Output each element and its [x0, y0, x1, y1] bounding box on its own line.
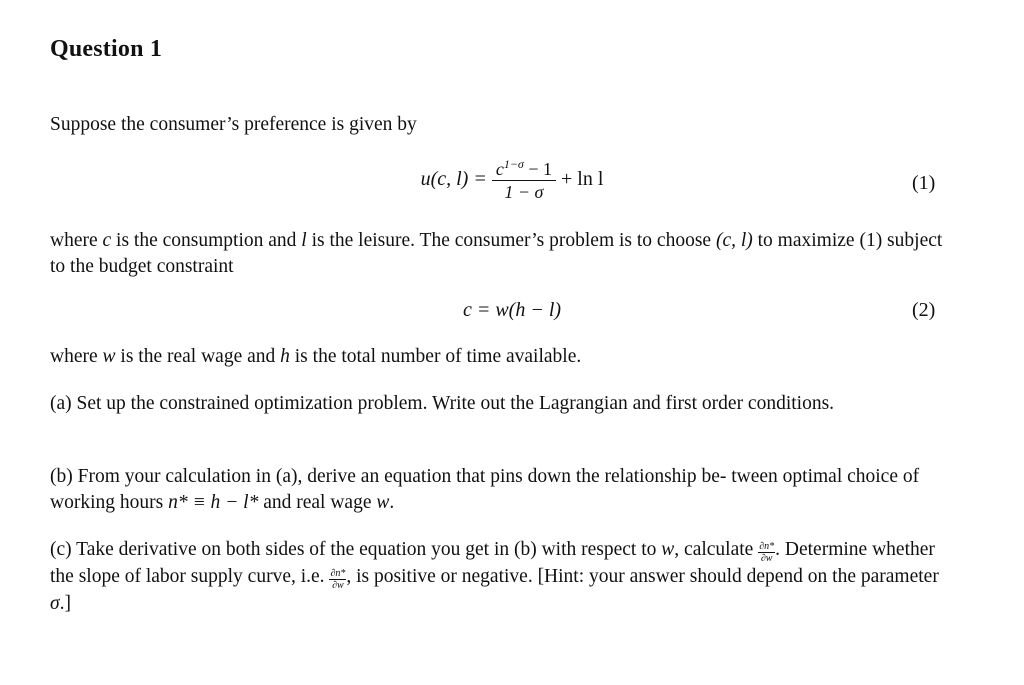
p2-text-1: where: [50, 230, 103, 251]
p3-text-1: where: [50, 346, 103, 367]
intro-paragraph: Suppose the consumer’s preference is given by: [50, 114, 417, 135]
pc-deriv-2-den: ∂w: [332, 580, 344, 591]
pc-text-4: , is positive or negative. [Hint: your answer should depend on the parameter: [346, 566, 939, 587]
p3-text-2: is the real wage and: [115, 346, 281, 367]
question-title: Question 1: [50, 36, 163, 62]
pc-deriv-1-den: ∂w: [760, 553, 773, 564]
part-c: [50, 537, 950, 617]
pc-deriv-1-num: ∂n*: [759, 541, 775, 552]
eq1-lhs: u(c, l) =: [420, 168, 487, 191]
pc-text-1: (c) Take derivative on both sides of the equation you get in (b) with respect to: [50, 539, 662, 560]
p3-text-3: is the total number of time available.: [289, 346, 582, 367]
eq1-numerator: [492, 158, 556, 181]
pc-text-2: , calculate: [674, 539, 759, 560]
pb-var-n: n* ≡ h − l*: [168, 492, 259, 513]
eq1-num-rest: − 1: [528, 159, 552, 179]
p2-text-4: to maximize (1) subject to the budget constraint: [50, 230, 943, 277]
equation-2: c = w(h − l): [462, 299, 562, 321]
p2-text-2: is the consumption and: [111, 230, 302, 251]
eq1-denominator: 1 − σ: [504, 182, 544, 202]
pc-deriv-2-num: ∂n*: [330, 568, 346, 579]
pb-text-3: .: [389, 492, 395, 513]
p3-var-w: w: [102, 346, 116, 367]
paragraph-2: [50, 228, 950, 280]
pc-text-5: .]: [59, 593, 71, 614]
p2-var-cl: (c, l): [715, 230, 753, 251]
pc-derivative-1: [758, 541, 775, 564]
part-a: (a) Set up the constrained optimization problem. Write out the Lagrangian and first order conditions.: [50, 393, 835, 414]
eq1-num-exponent: 1−σ: [503, 157, 524, 171]
part-b: [50, 464, 950, 516]
eq1-num-base: c: [495, 159, 504, 179]
eq2-number: (2): [912, 299, 936, 321]
pb-var-w: w: [376, 492, 390, 513]
p2-var-l: l: [301, 230, 307, 251]
pc-var-sigma: σ: [50, 593, 60, 614]
p2-var-c: c: [102, 230, 112, 251]
pb-text-2: and real wage: [258, 492, 377, 513]
p3-var-h: h: [280, 346, 290, 367]
p2-text-3: is the leisure. The consumer’s problem is to choose: [306, 230, 716, 251]
pc-var-w: w: [661, 539, 675, 560]
pc-derivative-2: [329, 568, 346, 591]
pb-text-1: (b) From your calculation in (a), derive an equation that pins down the relationship be- tween optimal choice of working hours: [50, 466, 920, 513]
pc-text-3: . Determine whether the slope of labor supply curve, i.e.: [50, 539, 935, 587]
equation-1: [0, 158, 1024, 203]
eq1-rhs: + ln l: [561, 168, 604, 191]
paragraph-3: [50, 344, 950, 370]
eq1-fraction: [492, 158, 556, 203]
eq1-number: (1): [912, 172, 936, 194]
